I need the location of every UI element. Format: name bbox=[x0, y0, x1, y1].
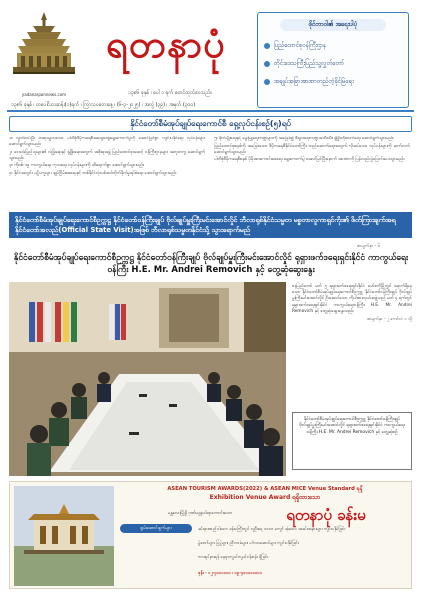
inside-heading: ဖိုင်တာဝါ၏ အရေးပါပုံ bbox=[280, 19, 386, 31]
objectives-headline-box bbox=[9, 116, 412, 132]
objective-paragraph: ၁။ လွတ်လပ်ပြီး တရားမျှတသော ပါတီစုံဒီမိုကရေစီအထွေထွေရွေးကောက်ပွဲကို အောင်မြင်စွာ ကျင်းပနိုင်ရေး လုပ်ငန်းများ ဆောင်ရွက်သွားမည်။ bbox=[9, 136, 205, 147]
ad-feature-line: ပွဲတော်များ၊ ပြပွဲများ၊ ညီလာခံများ၊ မင်္ဂလာဆောင်များ ကျင်းပနိုင်ခြင်း bbox=[198, 540, 299, 545]
inside-pages-box bbox=[257, 12, 409, 108]
objectives-column-left bbox=[9, 136, 205, 206]
inside-item[interactable]: တိုင်းဒေသကြီးပြည်သူ့လွှတ်တော် bbox=[264, 57, 404, 71]
objective-paragraph: ၅။ စိုက်ပျိုးရေးနှင့် မွေးမြူရေးကဏ္ဍများကို အခြေခံ၍ စီးပွားရေးကဏ္ဍအသီးသီး ဖွံ့ဖြိုးတိုးတက်ရေး ဆောင်ရွက်သွားမည်။ bbox=[214, 136, 394, 141]
objectives-story bbox=[9, 136, 412, 206]
masthead-divider bbox=[7, 110, 414, 112]
ad-contact-line: ဖုန်း - ၀၂-၄၀၀၀၀၀၀ ၊ ၀၉-၄၀၀၀၀၀၀၀၀ bbox=[198, 570, 263, 575]
masthead-title: ရတနာပုံ bbox=[106, 21, 226, 66]
bullet-icon bbox=[264, 79, 270, 85]
issue-meta: ၁၃၈၆ ခုနှစ် ၊ တပေါင်းလဆန်း(၁)ရက် ၊ ကြာသပတေးနေ့ ၊ (၆-၃-၂၀၂၅) ၊ အတွဲ (၃၉) ၊ အမှတ် (၃၀၀) bbox=[11, 102, 196, 108]
hall-advertisement[interactable] bbox=[9, 481, 412, 589]
website-url[interactable]: yadanarponnews.com bbox=[21, 92, 67, 97]
bullet-icon bbox=[264, 43, 270, 49]
main-headline[interactable]: နိုင်ငံတော်စီမံအုပ်ချုပ်ရေးကောင်စီဥက္ကဋ္ဌ နိုင်ငံတော်ဝန်ကြီးချုပ် ဗိုလ်ချုပ်မှူးကြီးမင်းအောင်လှိုင် ရုရှားဖက်ဒရေးရှင်းနိုင်ငံ ကာကွယ်ရေးဝန်ကြီး H.E. Mr. Andrei Removich နှင့် တွေ့ဆုံဆွေးနွေး bbox=[13, 253, 409, 275]
main-story-column bbox=[292, 284, 412, 472]
ad-award-line-2: Exhibition Venue Award ရရှိထားသော bbox=[209, 494, 321, 501]
objective-paragraph: ၃။ ကိုဗစ်-၁၉ ကာကွယ်ရေး ကုသရေး လုပ်ငန်းများကို ထိရောက်စွာ ဆောင်ရွက်သွားမည်။ bbox=[9, 163, 145, 168]
objective-paragraph: ၂။ ဒေသခံပြည်သူများ၏ လုံခြုံရေးနှင့် ဖွံ့ဖြိုးရေးအတွက် အစိုးရအဖွဲ့ ပြည်ထောင်စုအဆင့် ဝန်ကြီးဌာနများ အတူတကွ ဆောင်ရွက်သွားမည်။ bbox=[9, 149, 205, 161]
story-paragraph: နေပြည်တော် မတ် ၅ ရုရှားဖက်ဒရေးရှင်းနိုင်ငံ မော်စကိုမြို့တွင် ရောက်ရှိနေသော နိုင်ငံတော်စီမံအုပ်ချုပ်ရေးကောင်စီဥက္ကဋ္ဌ နိုင်ငံတော်ဝန်ကြီးချုပ် ဗိုလ်ချုပ်မှူးကြီးမင်းအောင်လှိုင် ဦးဆောင်သော ကိုယ်စားလှယ်အဖွဲ့သည် မတ် ၄ ရက်တွင် ရုရှားဖက်ဒရေးရှင်းနိုင်ငံ ကာကွယ်ရေးဝန်ကြီး H.E. Mr. Andrei Removich နှင့် တွေ့ဆုံဆွေးနွေးသည်။ bbox=[292, 284, 412, 314]
photo-caption: နိုင်ငံတော်စီမံအုပ်ချုပ်ရေးကောင်စီဥက္ကဋ္ဌ နိုင်ငံတော်ဝန်ကြီးချုပ် ဗိုလ်ချုပ်မှူးကြီးမင်းအောင်လှိုင် ရုရှားဖက်ဒရေးရှင်းနိုင်ငံ ကာကွယ်ရေးဝန်ကြီး H.E. Mr. Andrei Removich နှင့် တွေ့ဆုံစဉ် bbox=[299, 417, 405, 435]
ad-subtitle: မန္တလေးမြို့ရှိ ဂုဏ်ယူဖွယ်ရာကောင်းသော bbox=[167, 511, 233, 516]
meeting-photo bbox=[9, 282, 286, 476]
ad-features-label: စွမ်းဆောင်ချက်များ bbox=[120, 524, 192, 533]
visit-banner-text: နိုင်ငံတော်စီမံအုပ်ချုပ်ရေးကောင်စီဥက္ကဋ္ဌ နိုင်ငံတော်ဝန်ကြီးချုပ် ဗိုလ်ချုပ်မှူးကြီးမင်းအောင်လှိုင် ဘီလာရုစ်နိုင်ငံသမ္မတ မစ္စတာလူကာရှင်ကိုး၏ ဖိတ်ကြားချက်အရ နိုင်ငံတော်အလည်(Official State Visit)အဖြစ် ဘီလာရုစ်သမ္မတနိုင်ငံသို့ သွားရောက်မည် bbox=[15, 216, 396, 234]
ad-feature-line: ခမ်းနားထည်ဝါသော ခန်းမကြီးတွင် လူဦးရေ ၁၀၀၀ ကျော် ဆံ့သော အခမ်းအနားများ ကျင်းပနိုင်ခြင်း bbox=[198, 526, 346, 531]
newspaper-front-page bbox=[7, 6, 414, 591]
ad-feature-line: ကားရပ်နားရန် နေရာကျယ်ကျယ်ဝန်းဝန်း ရှိခြင်း bbox=[198, 554, 269, 559]
ad-brand-name: ရတနာပုံ ခန်းမ bbox=[286, 506, 366, 524]
masthead bbox=[7, 6, 414, 110]
objective-paragraph: ၄။ နိုင်ငံအတွင်း ပဋိပက္ခများ ချုပ်ငြိမ်းစေရေးနှင့် တစ်နိုင်ငံလုံးပစ်ခတ်တိုက်ခိုက်မှုရပ်စဲရေး ဆောင်ရွက်သွားမည်။ bbox=[9, 170, 177, 176]
palace-logo bbox=[13, 10, 75, 88]
masthead-title-box bbox=[87, 14, 245, 84]
ad-award-line: ASEAN TOURISM AWARDS(2022) & ASEAN MICE Venue Standard ရရှိ bbox=[167, 486, 363, 492]
inside-item[interactable]: အချုပ်အခြာအာဏာတည်တံ့ခိုင်မြဲရေး bbox=[264, 75, 404, 89]
banner-continued-link[interactable]: စာမျက်နှာ - ၆ bbox=[357, 244, 381, 249]
bullet-icon bbox=[264, 61, 270, 67]
founding-line: ၁၃၈၆ ခုနှစ် ၊ ပေါ ၁ ရက် စတင်ထုတ်ဝေသည်။ bbox=[128, 90, 212, 96]
inside-item[interactable]: ပြည်ထောင်စုဝန်ကြီးဌာန bbox=[264, 39, 404, 53]
visit-banner[interactable] bbox=[9, 212, 412, 238]
objectives-headline: နိုင်ငံတော်စီမံအုပ်ချုပ်ရေးကောင်စီ ရှေ့လုပ်ငန်းစဉ်(၅)ရပ် bbox=[130, 119, 291, 128]
objective-paragraph: ပြည်ထောင်စုစနစ်ကို အခြေခံသော ဒီမိုကရေစီနိုင်ငံတော်ကြီး တည်ဆောက်ရေးအတွက် လိုအပ်သော လုပ်ငန်းများကို ဆက်လက်ဆောင်ရွက်သွားမည်။ bbox=[214, 143, 410, 155]
objectives-column-right bbox=[214, 136, 410, 206]
objective-paragraph: ပါတီစုံဒီမိုကရေစီစနစ် ပိုမိုအားကောင်းစေရေး ရွေးကောက်ပွဲ အောင်မြင်ပြီးနောက် အာဏာကို ပြန်လည်လွှဲပြောင်းပေးသွားမည်။ bbox=[214, 157, 405, 162]
hall-building-image bbox=[14, 486, 114, 586]
story-continued-link[interactable]: စာမျက်နှာ - ၂ ကော်လံ ၁ သို့ bbox=[367, 317, 412, 323]
photo-caption-box bbox=[292, 412, 412, 470]
